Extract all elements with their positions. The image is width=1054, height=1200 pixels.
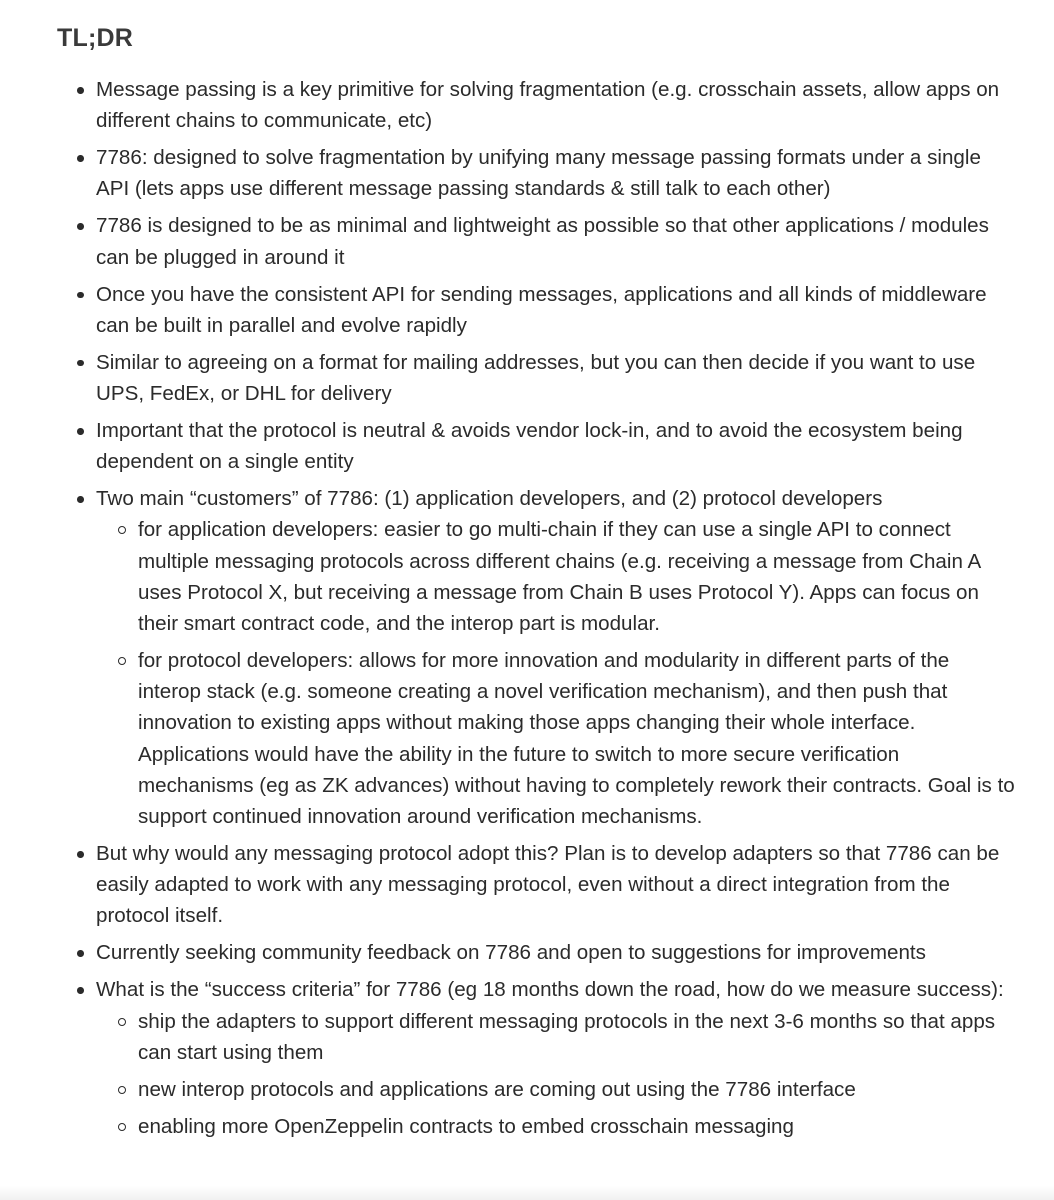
list-item-text: Two main “customers” of 7786: (1) application developers, and (2) protocol developers [96,487,883,511]
sub-list-item [96,1111,1017,1142]
list-item-text: Important that the protocol is neutral & avoids vendor lock-in, and to avoid the ecosystem being dependent on a single entity [96,419,963,474]
sub-list-item [96,1006,1017,1068]
bullet-list [57,74,1017,1142]
list-item-text: 7786 is designed to be as minimal and lightweight as possible so that other applications / modules can be plugged in around it [96,214,989,269]
sub-bullet-list [96,514,1017,832]
sub-list-item-text: for application developers: easier to go multi-chain if they can use a single API to connect multiple messaging protocols across different chains (e.g. receiving a message from Chain A uses Protocol X, but receiving a message from Chain B uses Protocol Y). Apps can focus on their smart contract code, and the interop part is modular. [138,518,981,636]
list-item-text: Similar to agreeing on a format for mailing addresses, but you can then decide if you want to use UPS, FedEx, or DHL for delivery [96,350,976,406]
list-item [57,415,1017,477]
list-item [57,347,1017,409]
list-item-text: Once you have the consistent API for sending messages, applications and all kinds of middleware can be built in parallel and evolve rapidly [96,282,987,337]
list-item [57,937,1017,968]
sub-list-item [96,645,1017,832]
sub-list-item [96,514,1017,639]
list-item [57,483,1017,832]
sub-bullet-list [96,1006,1017,1142]
list-item-text: Currently seeking community feedback on 7786 and open to suggestions for improvements [96,941,926,965]
list-item-text: What is the “success criteria” for 7786 (eg 18 months down the road, how do we measure success): [96,978,1004,1002]
list-item [57,279,1017,341]
list-item-text: But why would any messaging protocol adopt this? Plan is to develop adapters so that 7786 can be easily adapted to work with any messaging protocol, even without a direct integration from the protocol itself. [96,842,1000,928]
sub-list-item-text: new interop protocols and applications are coming out using the 7786 interface [138,1077,856,1101]
bottom-shadow-edge [0,1186,1054,1200]
sub-list-item-text: enabling more OpenZeppelin contracts to embed crosschain messaging [138,1114,794,1138]
list-item [57,838,1017,932]
list-item [57,974,1017,1142]
section-heading: TL;DR [57,24,133,52]
list-item [57,210,1017,272]
list-item [57,142,1017,204]
list-item-text: Message passing is a key primitive for solving fragmentation (e.g. crosschain assets, allow apps on different chains to communicate, etc) [96,78,1000,133]
tldr-section [57,22,1017,1148]
sub-list-item-text: for protocol developers: allows for more innovation and modularity in different parts of the interop stack (e.g. someone creating a novel verification mechanism), and then push that innovation to existing apps without making those apps changing their whole interface. Applications would have the ability in the future to switch to more secure verification mechanisms (eg as ZK advances) without having to completely rework their contracts. Goal is to support continued innovation around verification mechanisms. [138,649,1015,829]
sub-list-item [96,1074,1017,1105]
list-item-text: 7786: designed to solve fragmentation by unifying many message passing formats under a single API (lets apps use different message passing standards & still talk to each other) [96,146,981,201]
sub-list-item-text: ship the adapters to support different messaging protocols in the next 3-6 months so that apps can start using them [138,1009,996,1064]
list-item [57,74,1017,136]
